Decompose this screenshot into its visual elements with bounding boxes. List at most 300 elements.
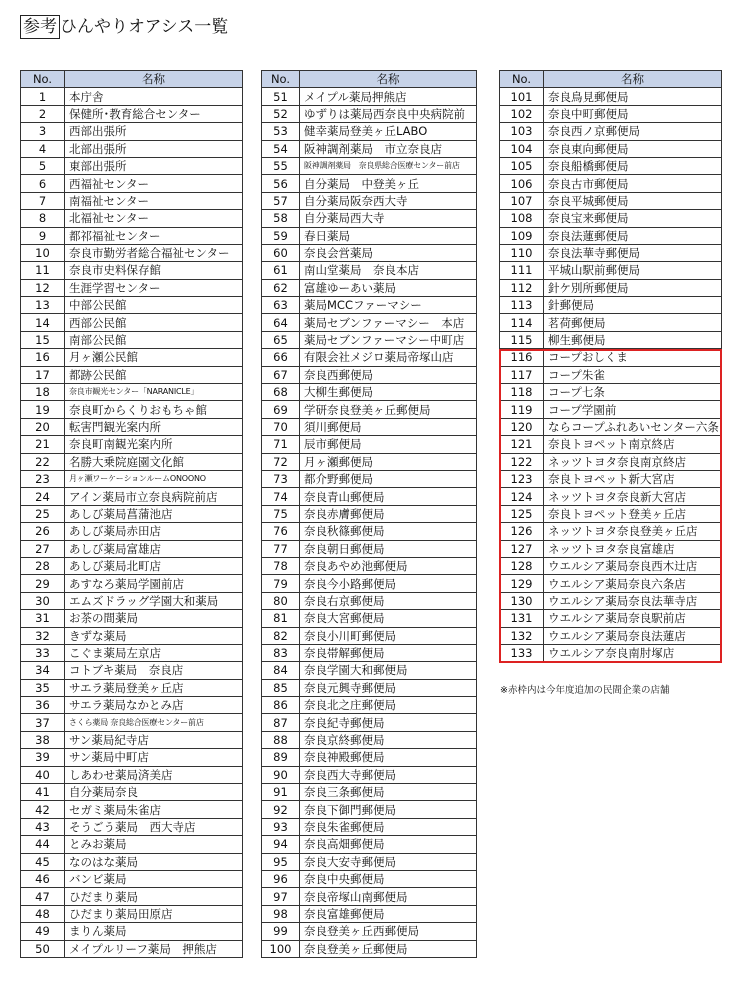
table-row xyxy=(21,175,243,192)
table-row xyxy=(21,905,243,922)
table-row xyxy=(262,940,477,957)
table-row xyxy=(262,662,477,679)
table-row xyxy=(500,488,722,505)
facility-name: バンビ薬局 xyxy=(65,870,243,887)
facility-name: 中部公民館 xyxy=(65,297,243,314)
facility-name: 薬局セブンファーマシー 本店 xyxy=(300,314,477,331)
table-row xyxy=(262,470,477,487)
row-number: 36 xyxy=(21,697,65,714)
facility-name: 保健所･教育総合センター xyxy=(65,105,243,122)
facility-name: 須川郵便局 xyxy=(300,418,477,435)
table-row xyxy=(21,140,243,157)
column-header-no: No. xyxy=(500,71,544,88)
facility-name: 西部公民館 xyxy=(65,314,243,331)
row-number: 23 xyxy=(21,470,65,487)
facility-name: 奈良町からくりおもちゃ館 xyxy=(65,401,243,418)
table-row xyxy=(500,384,722,401)
row-number: 74 xyxy=(262,488,300,505)
table-row xyxy=(500,557,722,574)
table-row xyxy=(262,679,477,696)
table-row xyxy=(262,923,477,940)
facility-name: 奈良法華寺郵便局 xyxy=(544,244,722,261)
row-number: 18 xyxy=(21,384,65,401)
facility-name: セガミ薬局朱雀店 xyxy=(65,801,243,818)
facility-name: 月ヶ瀬公民館 xyxy=(65,349,243,366)
list-table-3 xyxy=(499,70,722,662)
row-number: 25 xyxy=(21,505,65,522)
row-number: 47 xyxy=(21,888,65,905)
table-row xyxy=(262,905,477,922)
row-number: 66 xyxy=(262,349,300,366)
facility-name: 富雄ゆーあい薬局 xyxy=(300,279,477,296)
facility-name: とみお薬局 xyxy=(65,836,243,853)
facility-name: ウエルシア薬局奈良六条店 xyxy=(544,575,722,592)
table-row xyxy=(21,836,243,853)
table-row xyxy=(262,453,477,470)
facility-name: 奈良元興寺郵便局 xyxy=(300,679,477,696)
facility-name: 奈良西ノ京郵便局 xyxy=(544,123,722,140)
facility-name: 針ケ別所郵便局 xyxy=(544,279,722,296)
row-number: 14 xyxy=(21,314,65,331)
table-row xyxy=(262,227,477,244)
row-number: 65 xyxy=(262,331,300,348)
title-text: ひんやりオアシス一覧 xyxy=(60,17,229,37)
table-row xyxy=(21,244,243,261)
row-number: 41 xyxy=(21,784,65,801)
facility-name: あしび薬局菖蒲池店 xyxy=(65,505,243,522)
row-number: 125 xyxy=(500,505,544,522)
facility-name: きずな薬局 xyxy=(65,627,243,644)
row-number: 124 xyxy=(500,488,544,505)
table-row xyxy=(262,436,477,453)
table-row xyxy=(500,453,722,470)
table-row xyxy=(262,592,477,609)
row-number: 104 xyxy=(500,140,544,157)
table-row xyxy=(262,540,477,557)
facility-name: ウエルシア薬局奈良法蓮店 xyxy=(544,627,722,644)
row-number: 52 xyxy=(262,105,300,122)
row-number: 132 xyxy=(500,627,544,644)
row-number: 64 xyxy=(262,314,300,331)
table-row xyxy=(262,210,477,227)
table-header xyxy=(500,71,722,88)
row-number: 70 xyxy=(262,418,300,435)
table-row xyxy=(262,644,477,661)
table-row xyxy=(500,297,722,314)
row-number: 73 xyxy=(262,470,300,487)
row-number: 56 xyxy=(262,175,300,192)
row-number: 106 xyxy=(500,175,544,192)
facility-name: 茗荷郵便局 xyxy=(544,314,722,331)
table-row xyxy=(21,436,243,453)
row-number: 87 xyxy=(262,714,300,731)
table-row xyxy=(21,157,243,174)
row-number: 50 xyxy=(21,940,65,957)
row-number: 93 xyxy=(262,818,300,835)
row-number: 83 xyxy=(262,644,300,661)
row-number: 40 xyxy=(21,766,65,783)
table-row xyxy=(21,749,243,766)
facility-name: 薬局セブンファーマシー中町店 xyxy=(300,331,477,348)
facility-name: 大柳生郵便局 xyxy=(300,384,477,401)
facility-name: エムズドラッグ学園大和薬局 xyxy=(65,592,243,609)
facility-name: 奈良北之庄郵便局 xyxy=(300,697,477,714)
facility-name: 奈良学園大和郵便局 xyxy=(300,662,477,679)
column-header-name: 名称 xyxy=(65,71,243,88)
table-row xyxy=(21,557,243,574)
table-row xyxy=(21,366,243,383)
facility-name: 健幸薬局登美ヶ丘LABO xyxy=(300,123,477,140)
row-number: 68 xyxy=(262,384,300,401)
table-row xyxy=(500,644,722,661)
row-number: 110 xyxy=(500,244,544,261)
facility-name: ウエルシア奈良南肘塚店 xyxy=(544,644,722,661)
table-row xyxy=(21,644,243,661)
table-row xyxy=(21,731,243,748)
facility-name: 有限会社メジロ薬局帝塚山店 xyxy=(300,349,477,366)
table-row xyxy=(21,592,243,609)
row-number: 58 xyxy=(262,210,300,227)
list-table-1 xyxy=(20,70,243,958)
facility-name: ネッツトヨタ奈良南京終店 xyxy=(544,453,722,470)
table-row xyxy=(500,523,722,540)
facility-name: 奈良古市郵便局 xyxy=(544,175,722,192)
facility-name: コトブキ薬局 奈良店 xyxy=(65,662,243,679)
table-row xyxy=(262,314,477,331)
table-row xyxy=(262,488,477,505)
row-number: 61 xyxy=(262,262,300,279)
table-row xyxy=(21,575,243,592)
table-row xyxy=(500,418,722,435)
row-number: 81 xyxy=(262,610,300,627)
facility-name: あすなろ薬局学園前店 xyxy=(65,575,243,592)
row-number: 12 xyxy=(21,279,65,296)
row-number: 90 xyxy=(262,766,300,783)
facility-name: 名勝大乗院庭園文化館 xyxy=(65,453,243,470)
facility-name: 転害門観光案内所 xyxy=(65,418,243,435)
table-row xyxy=(500,610,722,627)
row-number: 15 xyxy=(21,331,65,348)
row-number: 115 xyxy=(500,331,544,348)
row-number: 72 xyxy=(262,453,300,470)
facility-name: あしび薬局北町店 xyxy=(65,557,243,574)
facility-name: 奈良あやめ池郵便局 xyxy=(300,557,477,574)
row-number: 76 xyxy=(262,523,300,540)
facility-name: 奈良大宮郵便局 xyxy=(300,610,477,627)
facility-name: 都跡公民館 xyxy=(65,366,243,383)
table-row xyxy=(262,175,477,192)
facility-name: 生涯学習センター xyxy=(65,279,243,296)
table-row xyxy=(21,540,243,557)
facility-name: メイプルリーフ薬局 押熊店 xyxy=(65,940,243,957)
facility-name: 奈良町南観光案内所 xyxy=(65,436,243,453)
row-number: 94 xyxy=(262,836,300,853)
table-row xyxy=(21,679,243,696)
facility-name: 奈良西大寺郵便局 xyxy=(300,766,477,783)
facility-name: 奈良紀寺郵便局 xyxy=(300,714,477,731)
table-header xyxy=(21,71,243,88)
table-row xyxy=(21,453,243,470)
facility-name: メイプル薬局押熊店 xyxy=(300,88,477,105)
facility-name: 奈良京終郵便局 xyxy=(300,731,477,748)
row-number: 78 xyxy=(262,557,300,574)
row-number: 16 xyxy=(21,349,65,366)
row-number: 98 xyxy=(262,905,300,922)
table-row xyxy=(500,470,722,487)
table-row xyxy=(21,470,243,487)
row-number: 75 xyxy=(262,505,300,522)
table-row xyxy=(500,349,722,366)
facility-name: お茶の間薬局 xyxy=(65,610,243,627)
row-number: 32 xyxy=(21,627,65,644)
reference-label: 参考 xyxy=(20,15,60,39)
facility-name: 奈良富雄郵便局 xyxy=(300,905,477,922)
row-number: 60 xyxy=(262,244,300,261)
row-number: 80 xyxy=(262,592,300,609)
row-number: 27 xyxy=(21,540,65,557)
row-number: 24 xyxy=(21,488,65,505)
table-row xyxy=(21,610,243,627)
facility-name: こぐま薬局左京店 xyxy=(65,644,243,661)
table-row xyxy=(500,314,722,331)
table-row xyxy=(21,262,243,279)
row-number: 33 xyxy=(21,644,65,661)
table-row xyxy=(21,123,243,140)
row-number: 10 xyxy=(21,244,65,261)
table-row xyxy=(21,627,243,644)
table-row xyxy=(21,349,243,366)
table-row xyxy=(262,123,477,140)
facility-name: 北福祉センター xyxy=(65,210,243,227)
row-number: 38 xyxy=(21,731,65,748)
facility-name: サン薬局中町店 xyxy=(65,749,243,766)
row-number: 28 xyxy=(21,557,65,574)
facility-name: サエラ薬局登美ヶ丘店 xyxy=(65,679,243,696)
facility-name: 学研奈良登美ヶ丘郵便局 xyxy=(300,401,477,418)
table-row xyxy=(262,888,477,905)
row-number: 123 xyxy=(500,470,544,487)
table-row xyxy=(21,801,243,818)
facility-name: 都祁福祉センター xyxy=(65,227,243,244)
row-number: 89 xyxy=(262,749,300,766)
table-row xyxy=(500,540,722,557)
table-row xyxy=(500,192,722,209)
row-number: 54 xyxy=(262,140,300,157)
facility-name: 奈良船橋郵便局 xyxy=(544,157,722,174)
facility-name: 自分薬局 中登美ヶ丘 xyxy=(300,175,477,192)
table-row xyxy=(21,697,243,714)
table-row xyxy=(500,366,722,383)
row-number: 53 xyxy=(262,123,300,140)
facility-name: 奈良高畑郵便局 xyxy=(300,836,477,853)
column-header-name: 名称 xyxy=(544,71,722,88)
table-row xyxy=(262,192,477,209)
row-number: 21 xyxy=(21,436,65,453)
facility-name: 奈良中央郵便局 xyxy=(300,870,477,887)
facility-name: 奈良三条郵便局 xyxy=(300,784,477,801)
facility-name: あしび薬局赤田店 xyxy=(65,523,243,540)
row-number: 114 xyxy=(500,314,544,331)
table-row xyxy=(21,401,243,418)
row-number: 97 xyxy=(262,888,300,905)
facility-name: ネッツトヨタ奈良新大宮店 xyxy=(544,488,722,505)
table-row xyxy=(500,627,722,644)
table-row xyxy=(21,662,243,679)
facility-name: ウエルシア薬局奈良法華寺店 xyxy=(544,592,722,609)
row-number: 117 xyxy=(500,366,544,383)
table-row xyxy=(262,297,477,314)
table-row xyxy=(262,801,477,818)
row-number: 5 xyxy=(21,157,65,174)
table-row xyxy=(500,505,722,522)
facility-name: そうごう薬局 西大寺店 xyxy=(65,818,243,835)
table-header xyxy=(262,71,477,88)
table-row xyxy=(500,575,722,592)
row-number: 88 xyxy=(262,731,300,748)
facility-name: コープ七条 xyxy=(544,384,722,401)
facility-name: 奈良トヨペット登美ヶ丘店 xyxy=(544,505,722,522)
table-row xyxy=(262,749,477,766)
row-number: 30 xyxy=(21,592,65,609)
facility-name: 奈良秋篠郵便局 xyxy=(300,523,477,540)
row-number: 11 xyxy=(21,262,65,279)
table-row xyxy=(21,714,243,731)
facility-name: 奈良右京郵便局 xyxy=(300,592,477,609)
facility-name: あしび薬局富雄店 xyxy=(65,540,243,557)
row-number: 19 xyxy=(21,401,65,418)
table-row xyxy=(500,140,722,157)
row-number: 126 xyxy=(500,523,544,540)
row-number: 102 xyxy=(500,105,544,122)
facility-name: 月ヶ瀬ワーケーションルームONOONO xyxy=(65,470,243,487)
table-row xyxy=(262,140,477,157)
row-number: 63 xyxy=(262,297,300,314)
table-row xyxy=(21,227,243,244)
facility-name: 東部出張所 xyxy=(65,157,243,174)
row-number: 44 xyxy=(21,836,65,853)
row-number: 45 xyxy=(21,853,65,870)
facility-name: ネッツトヨタ奈良富雄店 xyxy=(544,540,722,557)
facility-name: 奈良青山郵便局 xyxy=(300,488,477,505)
facility-name: 都介野郵便局 xyxy=(300,470,477,487)
row-number: 3 xyxy=(21,123,65,140)
facility-name: コープおしくま xyxy=(544,349,722,366)
row-number: 20 xyxy=(21,418,65,435)
facility-name: まりん薬局 xyxy=(65,923,243,940)
row-number: 107 xyxy=(500,192,544,209)
row-number: 8 xyxy=(21,210,65,227)
table-row xyxy=(262,575,477,592)
table-row xyxy=(262,836,477,853)
facility-name: 自分薬局奈良 xyxy=(65,784,243,801)
facility-name: 北部出張所 xyxy=(65,140,243,157)
row-number: 129 xyxy=(500,575,544,592)
table-row xyxy=(262,853,477,870)
column-header-no: No. xyxy=(21,71,65,88)
row-number: 1 xyxy=(21,88,65,105)
table-row xyxy=(262,349,477,366)
table-row xyxy=(21,853,243,870)
table-row xyxy=(21,818,243,835)
facility-name: 西福祉センター xyxy=(65,175,243,192)
row-number: 100 xyxy=(262,940,300,957)
table-row xyxy=(262,870,477,887)
table-row xyxy=(262,731,477,748)
page-title xyxy=(20,14,228,40)
row-number: 101 xyxy=(500,88,544,105)
row-number: 77 xyxy=(262,540,300,557)
table-row xyxy=(21,88,243,105)
table-row xyxy=(262,784,477,801)
table-row xyxy=(262,627,477,644)
column-header-no: No. xyxy=(262,71,300,88)
row-number: 99 xyxy=(262,923,300,940)
facility-name: 針郵便局 xyxy=(544,297,722,314)
row-number: 39 xyxy=(21,749,65,766)
row-number: 108 xyxy=(500,210,544,227)
row-number: 105 xyxy=(500,157,544,174)
row-number: 46 xyxy=(21,870,65,887)
facility-name: 奈良中町郵便局 xyxy=(544,105,722,122)
row-number: 35 xyxy=(21,679,65,696)
table-row xyxy=(500,227,722,244)
table-row xyxy=(262,766,477,783)
table-row xyxy=(262,610,477,627)
table-row xyxy=(262,714,477,731)
row-number: 67 xyxy=(262,366,300,383)
facility-name: 南福祉センター xyxy=(65,192,243,209)
table-row xyxy=(262,105,477,122)
row-number: 79 xyxy=(262,575,300,592)
row-number: 4 xyxy=(21,140,65,157)
table-row xyxy=(21,784,243,801)
facility-name: 奈良鳥見郵便局 xyxy=(544,88,722,105)
table-row xyxy=(500,175,722,192)
table-row xyxy=(21,870,243,887)
facility-name: 奈良平城郵便局 xyxy=(544,192,722,209)
table-row xyxy=(21,297,243,314)
table-row xyxy=(262,557,477,574)
table-row xyxy=(21,384,243,401)
row-number: 31 xyxy=(21,610,65,627)
table-row xyxy=(262,523,477,540)
row-number: 59 xyxy=(262,227,300,244)
facility-name: 本庁舎 xyxy=(65,88,243,105)
facility-name: 阪神調剤薬局 奈良県総合医療センター前店 xyxy=(300,157,477,174)
facility-name: 奈良下御門郵便局 xyxy=(300,801,477,818)
row-number: 121 xyxy=(500,436,544,453)
facility-name: アイン薬局市立奈良病院前店 xyxy=(65,488,243,505)
row-number: 6 xyxy=(21,175,65,192)
row-number: 42 xyxy=(21,801,65,818)
facility-name: ウエルシア薬局奈良西木辻店 xyxy=(544,557,722,574)
row-number: 118 xyxy=(500,384,544,401)
table-row xyxy=(21,105,243,122)
table-row xyxy=(262,157,477,174)
table-row xyxy=(500,279,722,296)
table-row xyxy=(500,331,722,348)
row-number: 120 xyxy=(500,418,544,435)
facility-name: さくら薬局 奈良総合医療センター前店 xyxy=(65,714,243,731)
table-row xyxy=(500,401,722,418)
facility-name: 南部公民館 xyxy=(65,331,243,348)
table-row xyxy=(500,262,722,279)
facility-name: ひだまり薬局田原店 xyxy=(65,905,243,922)
facility-name: コープ朱雀 xyxy=(544,366,722,383)
facility-name: 薬局MCCファーマシー xyxy=(300,297,477,314)
table-row xyxy=(500,244,722,261)
table-row xyxy=(262,418,477,435)
